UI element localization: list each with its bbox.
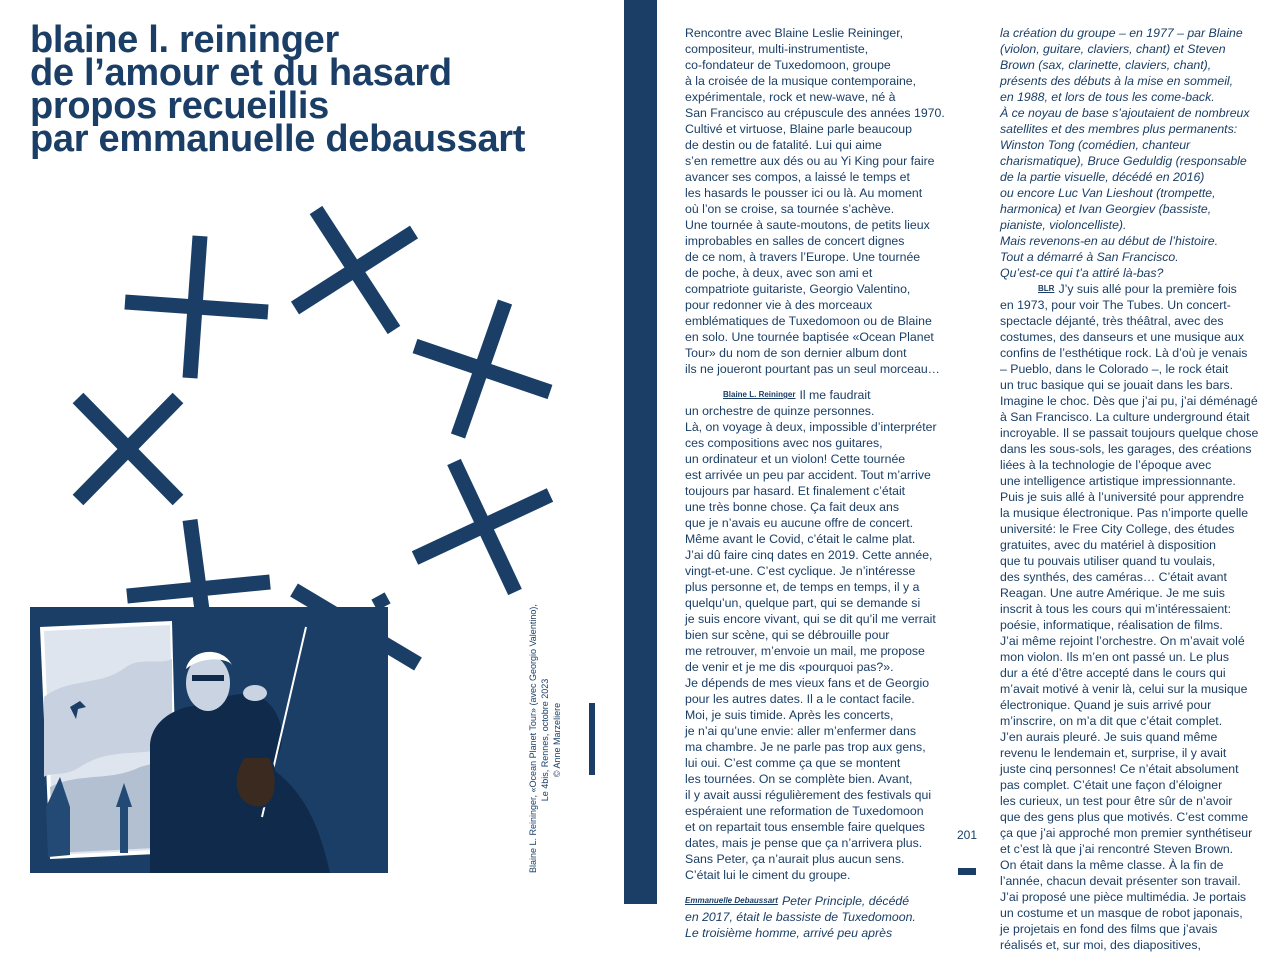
text-line: Cultivé et virtuose, Blaine parle beaucoup [685, 122, 912, 136]
text-line: m’avait motivé à venir là, celui sur la musique [1000, 682, 1248, 696]
text-line: Une tournée à saute-moutons, de petits lieux [685, 218, 930, 232]
text-line: On était dans la même classe. À la fin de [1000, 858, 1224, 872]
text-line: m’inscrire, on m’a dit que c’était complet. [1000, 714, 1223, 728]
text-line: costumes, des danseurs et une musique aux [1000, 330, 1245, 344]
cross-icon [295, 210, 414, 330]
text-line: électronique. Quand je suis arrivé pour [1000, 698, 1212, 712]
page-spine-band [624, 0, 657, 904]
text-line: emblématiques de Tuxedomoon ou de Blaine [685, 314, 932, 328]
text-line: ma chambre. Je ne parle pas trop aux gens, [685, 740, 926, 754]
cross-icon [78, 398, 178, 500]
text-line: un costume et un masque de robot japonais, [1000, 906, 1243, 920]
text-line: ou encore Luc Van Lieshout (trompette, [1000, 186, 1216, 200]
text-column-left [685, 25, 945, 941]
text-line: une très bonne chose. Ça fait deux ans [685, 500, 899, 514]
text-line: Tout a démarré à San Francisco. [1000, 250, 1179, 264]
text-line: C’était lui le ciment du groupe. [685, 868, 851, 882]
text-line: je n’ai qu’une envie: aller m’enfermer dans [685, 724, 917, 738]
photo-credit [527, 604, 587, 873]
text-line: dur a été d’être accepté dans le cours qui [1000, 666, 1226, 680]
text-line: ils ne joueront pourtant pas un seul morceau… [685, 362, 940, 376]
text-line: Puis je suis allé à l’université pour apprendre [1000, 490, 1245, 504]
text-line: pour les autres dates. Il a le contact facile. [685, 692, 915, 706]
page-marker [958, 868, 976, 875]
speaker-label: Blaine L. Reininger [723, 390, 796, 399]
answer-paragraph [1000, 297, 1258, 953]
text-line: présents des débuts à la mise en sommeil, [1000, 74, 1234, 88]
text-line: Qu’est-ce qui t’a attiré là-bas? [1000, 266, 1164, 280]
text-line: J’en aurais pleuré. Je suis quand même [1000, 730, 1218, 744]
text-line: Là, on voyage à deux, impossible d’interpréter [685, 420, 937, 434]
text-line: Winston Tong (comédien, chanteur [1000, 138, 1191, 152]
speaker-label: BLR [1038, 284, 1055, 293]
text-line: me retrouver, m’envoie un mail, me propose [685, 644, 925, 658]
text-line: J’ai proposé une pièce multimédia. Je portais [1000, 890, 1247, 904]
cross-icon [415, 302, 550, 436]
text-line: espéraient une reformation de Tuxedomoon [685, 804, 924, 818]
text-line: la musique électronique. Pas n’importe quelle [1000, 506, 1249, 520]
page-number: 201 [957, 828, 978, 842]
text-line: en 1973, pour voir The Tubes. Un concert- [1000, 298, 1231, 312]
text-line: compositeur, multi-instrumentiste, [685, 42, 869, 56]
question-paragraph [1000, 25, 1258, 281]
text-line: je projetais en fond des films que j’avais [1000, 922, 1218, 936]
title-line: blaine l. reininger [30, 19, 339, 61]
text-line: de la partie visuelle, décédé en 2016) [1000, 170, 1205, 184]
text-line: où l’on se croise, sa tournée s’achève. [685, 202, 895, 216]
text-line: improbables en salles de concert dignes [685, 234, 905, 248]
text-line: Même avant le Covid, c’était le calme plat. [685, 532, 916, 546]
text-line: Le troisième homme, arrivé peu après [685, 926, 893, 940]
decorative-bar [589, 703, 595, 775]
text-line: J’ai même rejoint l’orchestre. On m’avait volé [1000, 634, 1245, 648]
text-line: confins de l’esthétique rock. Là d’où je venais [1000, 346, 1248, 360]
credit-line: Le 4bis, Rennes, octobre 2023 [540, 678, 550, 802]
text-line: – Pueblo, dans le Colorado –, le rock était [1000, 362, 1229, 376]
text-line: des synthés, des caméras… C’était avant [1000, 570, 1227, 584]
text-line: liées à la technologie de l’époque avec [1000, 458, 1212, 472]
text-line: gratuites, avec du matériel à disposition [1000, 538, 1216, 552]
text-line: plus personne et, de temps en temps, il y a [685, 580, 920, 594]
text-line: et on repartait tous ensemble faire quelques [685, 820, 925, 834]
text-line: à San Francisco. La culture underground était [1000, 410, 1250, 424]
text-line: incroyable. Il se passait toujours quelque chose [1000, 426, 1259, 440]
text-line: Reagan. Une autre Amérique. Je me suis [1000, 586, 1225, 600]
text-line: je suis encore vivant, qui se dit qu’il me verrait [685, 612, 936, 626]
intro-paragraph [685, 25, 945, 377]
text-line: À ce noyau de base s’ajoutaient de nombreux [1000, 106, 1250, 120]
speaker-label: Emmanuelle Debaussart [685, 896, 778, 905]
cross-icon [127, 520, 270, 610]
text-line: San Francisco au crépuscule des années 1970. [685, 106, 945, 120]
text-line: les tournées. On se complète bien. Avant, [685, 772, 913, 786]
text-line: pour redonner vie à des morceaux [685, 298, 873, 312]
text-line: Brown (sax, clarinette, claviers, chant), [1000, 58, 1212, 72]
text-line: compatriote guitariste, Georgio Valentino, [685, 282, 911, 296]
photo-musician-violin-icon [30, 607, 388, 873]
text-column-right [1000, 25, 1258, 953]
text-line: poésie, informatique, réalisation de films. [1000, 618, 1223, 632]
text-line: pianiste, violoncelliste). [1000, 218, 1127, 232]
text-line: dates, mais je pense que ça n’arrivera plus. [685, 836, 923, 850]
text-line: université: le Free City College, des études [1000, 522, 1235, 536]
text-line: l’année, chacun devait présenter son travail. [1000, 874, 1241, 888]
text-line: un truc basique qui se jouait dans les bars. [1000, 378, 1234, 392]
answer-paragraph [685, 403, 945, 883]
text-line: Peter Principle, décédé [781, 894, 910, 908]
text-line: J’ai dû faire cinq dates en 2019. Cette année, [685, 548, 933, 562]
text-line: en solo. Une tournée baptisée «Ocean Planet [685, 330, 934, 344]
answer-first-line [1000, 281, 1258, 297]
text-line: vingt-et-une. C’est cyclique. Je n’intéresse [685, 564, 916, 578]
text-line: charismatique), Bruce Geduldig (responsable [1000, 154, 1247, 168]
concert-photo [30, 607, 388, 873]
cross-icon [415, 462, 550, 592]
text-line: ça que j’ai approché mon premier synthétiseur [1000, 826, 1253, 840]
text-line: de ce nom, à travers l’Europe. Une tournée [685, 250, 921, 264]
text-line: et c’est là que j’ai rencontré Steven Brown. [1000, 842, 1234, 856]
text-line: que je n’avais eu aucune offre de concert. [685, 516, 914, 530]
text-line: Imagine le choc. Dès que j’ai pu, j’ai déménagé [1000, 394, 1258, 408]
text-line: Mais revenons-en au début de l’histoire. [1000, 234, 1219, 248]
text-line: J’y suis allé pour la première fois [1058, 282, 1237, 296]
text-line: pas complet. C’était une façon d’éloigner [1000, 778, 1223, 792]
text-line: revenu le lendemain et, surprise, il y avait [1000, 746, 1227, 760]
text-line: un orchestre de quinze personnes. [685, 404, 875, 418]
text-line: à la croisée de la musique contemporaine, [685, 74, 917, 88]
text-line: les curieux, un test pour être sûr de n’avoir [1000, 794, 1233, 808]
text-line: (violon, guitare, claviers, chant) et Steven [1000, 42, 1226, 56]
text-line: une intelligence artistique impressionnante. [1000, 474, 1236, 488]
text-line: toujours par hasard. Et finalement c’était [685, 484, 906, 498]
text-line: que des gens plus que motivés. C’est comme [1000, 810, 1249, 824]
text-line: Moi, je suis timide. Après les concerts, [685, 708, 894, 722]
text-line: Je dépends de mes vieux fans et de Georgio [685, 676, 930, 690]
text-line: mon violon. Ils m’en ont passé un. Le plus [1000, 650, 1229, 664]
title-line: par emmanuelle debaussart [30, 118, 526, 160]
text-line: les hasards le pousser ici ou là. Au moment [685, 186, 923, 200]
question-paragraph [685, 909, 945, 941]
credit-line: © Anne Marzeliere [552, 702, 562, 778]
text-line: en 1988, et lors de tous les come-back. [1000, 90, 1215, 104]
text-line: de poche, à deux, avec son ami et [685, 266, 873, 280]
text-line: Tour» du nom de son dernier album dont [685, 346, 907, 360]
text-line: Rencontre avec Blaine Leslie Reininger, [685, 26, 904, 40]
text-line: satellites et des membres plus permanents: [1000, 122, 1238, 136]
text-line: inscrit à tous les cours qui m’intéressaient: [1000, 602, 1232, 616]
cross-icon [125, 236, 268, 378]
text-line: s’en remettre aux dés ou au Yi King pour faire [685, 154, 935, 168]
text-line: dans les sous-sols, les garages, des créations [1000, 442, 1252, 456]
text-line: juste cinq personnes! Ce n’était absolument [1000, 762, 1239, 776]
text-line: Il me faudrait [799, 388, 871, 402]
text-line: réalisés et, sur moi, des diapositives, [1000, 938, 1201, 952]
text-line: spectacle déjanté, très théâtral, avec des [1000, 314, 1224, 328]
question-first-line [685, 893, 945, 909]
text-line: un ordinateur et un violon! Cette tournée [685, 452, 906, 466]
credit-line: Blaine L. Reininger, «Ocean Planet Tour» (avec Georgio Valentino), [528, 604, 538, 873]
title-line: propos recueillis [30, 85, 329, 127]
text-line: la création du groupe – en 1977 – par Blaine [1000, 26, 1243, 40]
title-line: de l’amour et du hasard [30, 52, 452, 94]
text-line: ces compositions avec nos guitares, [685, 436, 883, 450]
text-line: Sans Peter, ça n’aurait plus aucun sens. [685, 852, 905, 866]
text-line: harmonica) et Ivan Georgiev (bassiste, [1000, 202, 1212, 216]
text-line: expérimentale, rock et new-wave, né à [685, 90, 896, 104]
text-line: il y avait aussi régulièrement des festivals qui [685, 788, 932, 802]
text-line: que tu pouvais utiliser quand tu voulais, [1000, 554, 1216, 568]
text-line: lui oui. C’est comme ça que se montent [685, 756, 901, 770]
text-line: avancer ses compos, a laissé le temps et [685, 170, 910, 184]
text-line: quelqu’un, quelque part, qui se demande si [685, 596, 921, 610]
text-line: de destin ou de fatalité. Lui qui aime [685, 138, 882, 152]
text-line: est arrivée un peu par accident. Tout m’arrive [685, 468, 931, 482]
text-line: de venir et je me dis «pourquoi pas?». [685, 660, 894, 674]
text-line: co-fondateur de Tuxedomoon, groupe [685, 58, 891, 72]
text-line: en 2017, était le bassiste de Tuxedomoon. [685, 910, 916, 924]
answer-first-line [685, 387, 945, 403]
text-line: bien sur scène, qui se débrouille pour [685, 628, 890, 642]
